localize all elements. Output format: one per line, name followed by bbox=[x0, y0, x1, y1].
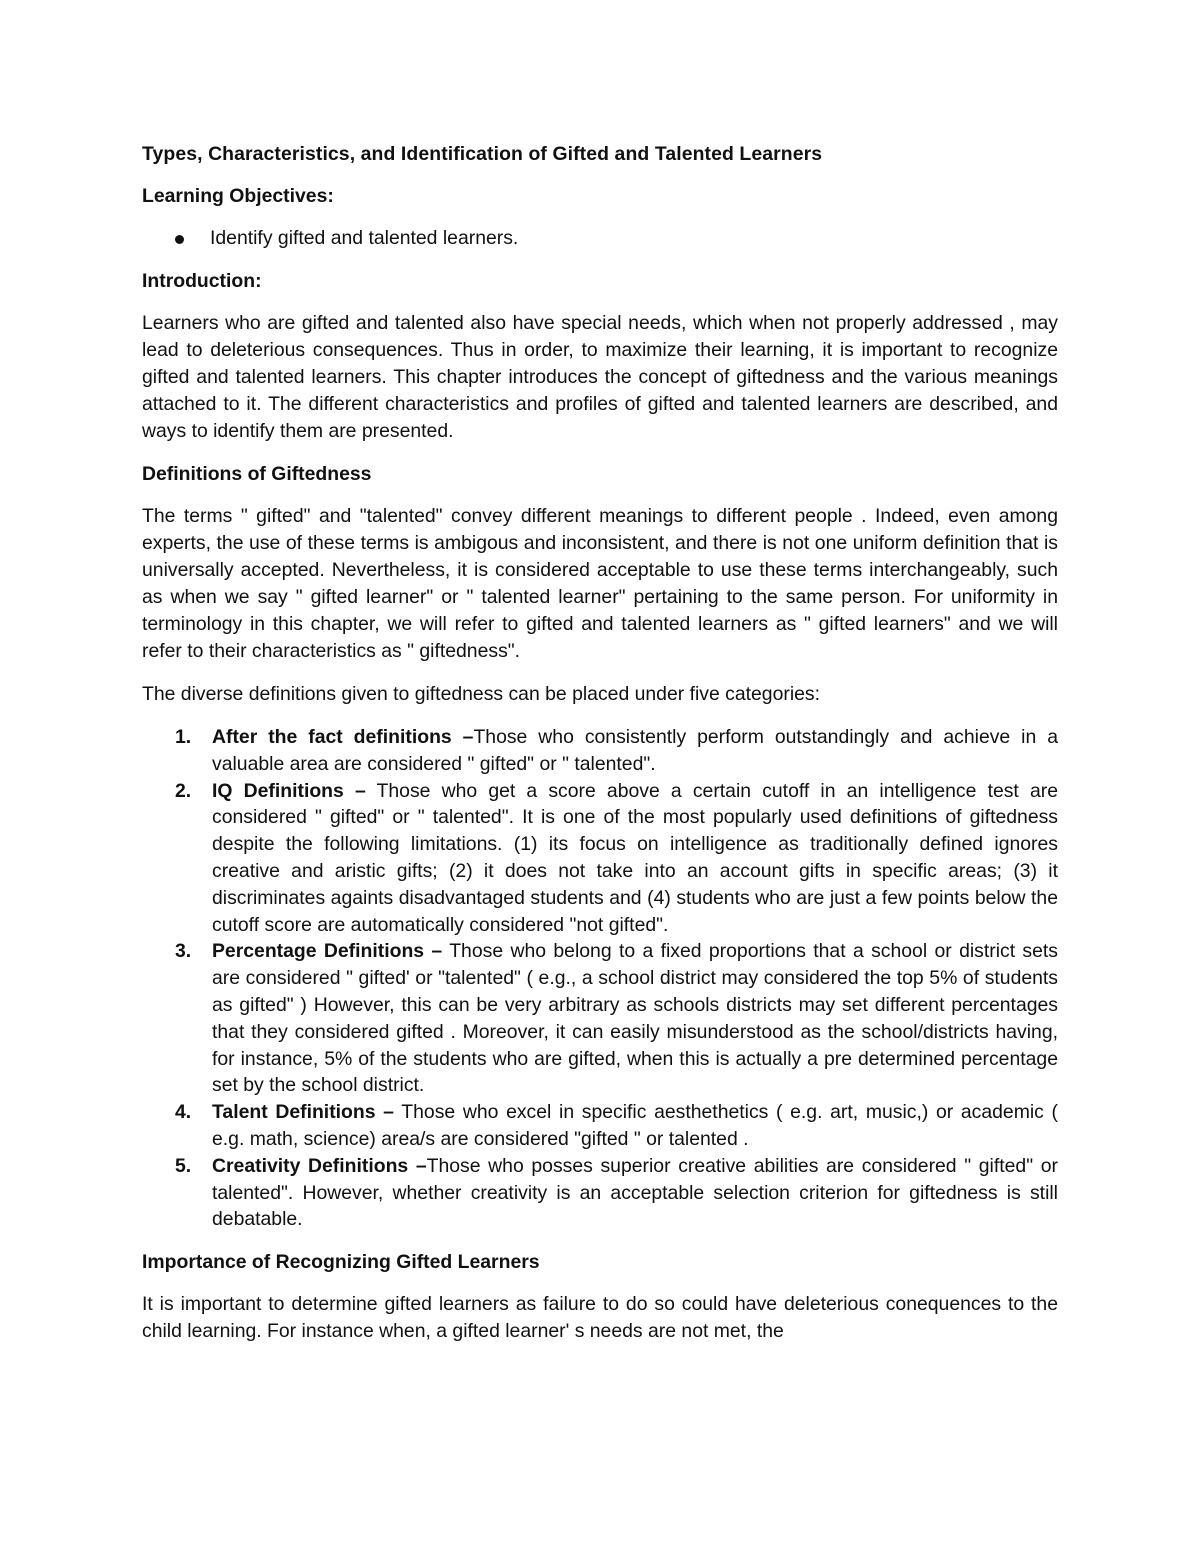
introduction-paragraph: Learners who are gifted and talented also have special needs, which when not properly addressed , may lead to deleterious consequences. Thus in order, to maximize their learning, it is important to recognize gifted and talented learners. This chapter introduces the concept of giftedness and the various meanings attached to it. The different characteristics and profiles of gifted and talented learners are described, and ways to identify them are presented. bbox=[142, 312, 1058, 442]
list-item bbox=[142, 938, 1058, 1099]
category-term: Talent Definitions – bbox=[212, 1101, 394, 1124]
category-term: After the fact definitions – bbox=[212, 726, 474, 748]
importance-heading: Importance of Recognizing Gifted Learners bbox=[142, 1251, 540, 1274]
category-number: 4. bbox=[175, 1101, 192, 1124]
objectives-list bbox=[142, 225, 1058, 252]
category-number: 2. bbox=[175, 779, 192, 802]
list-item bbox=[142, 1153, 1058, 1233]
category-number: 1. bbox=[175, 726, 192, 748]
category-term: Creativity Definitions – bbox=[212, 1154, 427, 1177]
category-text: Those who excel in specific aesthethetics ( e.g. art, music,) or academic ( e.g. math, science) area/s are considered "gifted " or talented . bbox=[212, 1101, 1058, 1150]
categories-intro: The diverse definitions given to giftedness can be placed under five categories: bbox=[142, 683, 821, 705]
introduction-heading: Introduction: bbox=[142, 270, 262, 292]
list-item bbox=[142, 1099, 1058, 1153]
category-number: 3. bbox=[175, 940, 192, 963]
category-term: Percentage Definitions – bbox=[212, 940, 443, 963]
bullet-icon bbox=[175, 235, 184, 244]
category-text: Those who consistently perform outstandingly and achieve in a valuable area are considered " gifted" or " talented". bbox=[212, 726, 1058, 775]
category-text: Those who get a score above a certain cutoff in an intelligence test are considered " gifted" or " talented". It is one of the most popularly used definitions of giftedness despite the following limitations. (1) its focus on intelligence as traditionally defined ignores creative and aristic gifts; (2) it does not take into an account gifts in specific areas; (3) it discriminates againts disadvantaged students and (4) students who are just a few points below the cutoff score are automatically considered "not gifted". bbox=[212, 779, 1058, 936]
objectives-heading: Learning Objectives: bbox=[142, 185, 334, 207]
categories-list bbox=[142, 724, 1058, 1233]
objective-text: Identify gifted and talented learners. bbox=[210, 227, 519, 249]
definitions-heading: Definitions of Giftedness bbox=[142, 463, 372, 485]
document-title: Types, Characteristics, and Identification of Gifted and Talented Learners bbox=[142, 143, 823, 165]
document-page bbox=[142, 141, 1058, 1361]
category-text: Those who belong to a fixed proportions that a school or district sets are considered " gifted' or "talented" ( e.g., a school district may considered the top 5% of students as gifted" ) However, this can be very arbitrary as schools districts may set different percentages that they considered gifted . Moreover, it can easily misunderstood as the school/districts having, for instance, 5% of the students who are gifted, when this is actually a pre determined percentage set by the school district. bbox=[212, 940, 1058, 1097]
importance-paragraph: It is important to determine gifted learners as failure to do so could have deleterious conequences to the child learning. For instance when, a gifted learner' s needs are not met, the bbox=[142, 1293, 1058, 1343]
category-text: Those who posses superior creative abilities are considered " gifted" or talented". However, whether creativity is an acceptable selection criterion for giftedness is still debatable. bbox=[212, 1154, 1058, 1231]
list-item bbox=[142, 225, 1058, 252]
category-number: 5. bbox=[175, 1154, 192, 1177]
list-item bbox=[142, 724, 1058, 778]
definitions-paragraph: The terms " gifted" and "talented" convey different meanings to different people . Indeed, even among experts, the use of these terms is ambigous and inconsistent, and there is not one uniform definition that is universally accepted. Nevertheless, it is considered acceptable to use these terms interchangeably, such as when we say " gifted learner" or " talented learner" pertaining to the same person. For uniformity in terminology in this chapter, we will refer to gifted and talented learners as " gifted learners" and we will refer to their characteristics as " giftedness". bbox=[142, 505, 1058, 662]
category-term: IQ Definitions – bbox=[212, 779, 366, 802]
list-item bbox=[142, 778, 1058, 939]
